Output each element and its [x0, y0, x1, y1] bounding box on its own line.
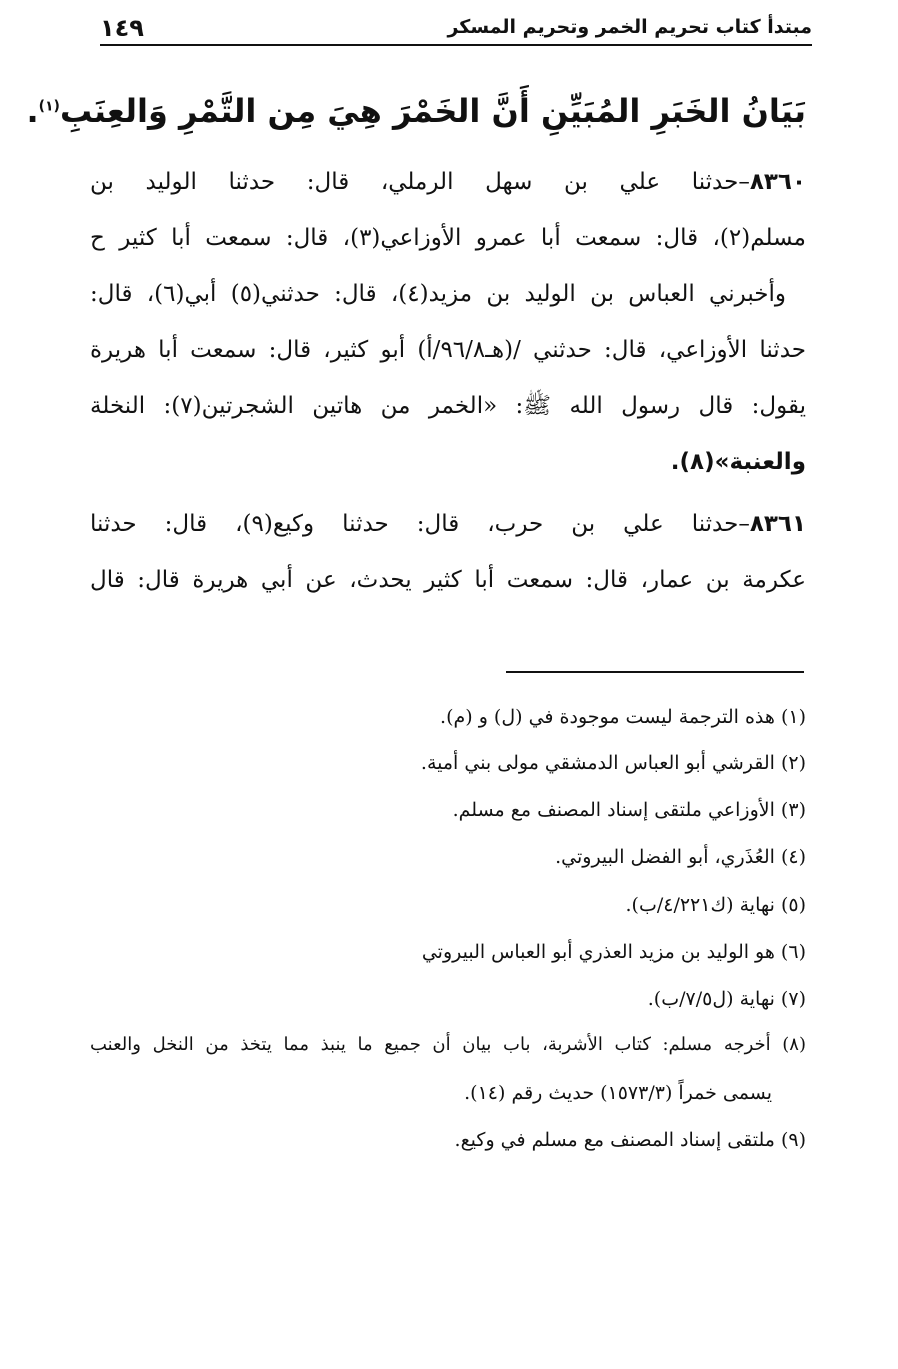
footnote-2: (٢) القرشي أبو العباس الدمشقي مولى بني أمية.	[420, 752, 806, 774]
hadith-number: ٨٣٦١	[749, 511, 806, 537]
chapter-title-text: بَيَانُ الخَبَرِ المُبَيِّنِ أَنَّ الخَمْرَ هِيَ مِن التَّمْرِ وَالعِنَبِ	[59, 92, 806, 130]
footnote-1: (١) هذه الترجمة ليست موجودة في (ل) و (م).	[440, 706, 806, 728]
hadith-8360-line-5: يقول: قال رسول الله ﷺ: «الخمر من هاتين الشجرتين(٧): النخلة	[90, 393, 807, 419]
hadith-8360-line-1	[90, 162, 806, 202]
hadith-text: –حدثنا علي بن سهل الرملي، قال: حدثنا الوليد بن	[90, 169, 750, 195]
chapter-title	[26, 92, 806, 130]
footnote-7: (٧) نهاية (ل٧/٥/ب).	[647, 988, 806, 1010]
chapter-title-end: .	[26, 92, 39, 130]
hadith-8361-line-2: عكرمة بن عمار، قال: سمعت أبا كثير يحدث، عن أبي هريرة قال: قال	[90, 567, 806, 593]
hadith-8360-line-2: مسلم(٢)، قال: سمعت أبا عمرو الأوزاعي(٣)، قال: سمعت أبا كثير ح	[90, 225, 806, 251]
hadith-8360-line-3: وأخبرني العباس بن الوليد بن مزيد(٤)، قال: حدثني(٥) أبي(٦)، قال:	[90, 281, 786, 307]
footnote-8: (٨) أخرجه مسلم: كتاب الأشربة، باب بيان أن جميع ما ينبذ مما يتخذ من النخل والعنب	[90, 1034, 806, 1055]
chapter-note-ref: (١)	[38, 98, 60, 115]
hadith-8360-line-4: حدثنا الأوزاعي، قال: حدثني /(هـ٩٦/٨/أ) أبو كثير، قال: سمعت أبا هريرة	[90, 337, 806, 363]
footnote-separator	[506, 671, 804, 673]
footnote-4: (٤) العُذَري، أبو الفضل البيروتي.	[555, 846, 806, 868]
hadith-8361-line-1	[90, 504, 806, 544]
hadith-text: –حدثنا علي بن حرب، قال: حدثنا وكيع(٩)، قال: حدثنا	[90, 511, 750, 537]
hadith-number: ٨٣٦٠	[749, 169, 806, 195]
footnote-5: (٥) نهاية (ك٤/٢٢١/ب).	[625, 894, 806, 916]
page-header	[100, 10, 812, 46]
footnote-9: (٩) ملتقى إسناد المصنف مع مسلم في وكيع.	[454, 1129, 806, 1151]
page-number: ١٤٩	[100, 14, 144, 42]
footnote-6: (٦) هو الوليد بن مزيد العذري أبو العباس البيروتي	[421, 941, 806, 963]
hadith-8360-line-6: والعنبة»(٨).	[670, 449, 806, 475]
footnote-8-continuation: يسمى خمراً (١٥٧٣/٣) حديث رقم (١٤).	[464, 1082, 772, 1104]
footnote-3: (٣) الأوزاعي ملتقى إسناد المصنف مع مسلم.	[452, 799, 806, 821]
running-title: مبتدأ كتاب تحريم الخمر وتحريم المسكر	[447, 16, 812, 38]
